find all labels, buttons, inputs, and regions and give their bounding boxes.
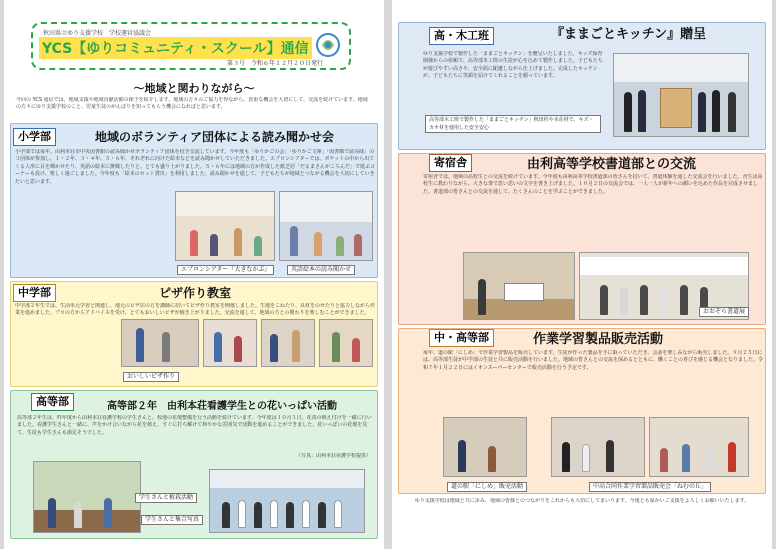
photo-kitchen-presentation <box>613 53 749 137</box>
elementary-tag: 小学部 <box>13 128 56 146</box>
photo-reading-room <box>175 191 275 261</box>
section-elementary <box>10 123 378 278</box>
elementary-heading: 地域のボランティア団体による読み聞かせ会 <box>95 130 335 144</box>
section-dormitory <box>398 153 766 325</box>
photo-planting <box>33 461 141 533</box>
sales-heading: 作業学習製品販売活動 <box>533 332 664 347</box>
footer-text: ゆり支援学校は地域と共に歩み、地域の皆様とのつながりをこれからも大切にしてまいります。今後とも温かいご支援をよろしくお願いいたします。 <box>414 498 750 504</box>
caption-kitchen: 高等部木工班で製作した「ままごとキッチン」秋田杉や本荘材で、キズ・カオ材を使用した安全安心 <box>425 115 601 133</box>
school-logo-icon <box>315 32 341 58</box>
photo-pizza-2 <box>261 319 315 367</box>
section-product-sales <box>398 328 766 494</box>
junior-heading: ピザ作り教室 <box>159 286 232 300</box>
caption-apron-theater: エプロンシアター『大きなかぶ』 <box>177 265 274 275</box>
dorm-body: 寄宿舎では、地域の高校生との交流を続けています。今年度も由利高等学校書道部の皆さんを招いて、書道体験を通した交流会を行いました。舎生は高校生に教わりながら、大きな筆で思い思いの文字を書き上げました。１０月２日の交流会では、一人一人が新年への願いを込めた作品を完成させました。書道部の皆さんとの交流を通して、たくさんのことを学ぶことができました。 <box>423 174 763 195</box>
elementary-body: 小学部では毎年、由利本荘市中央図書館の読み聞かせボランティア団体を招き交流しています。今年度も「ゆりかごの会」「ゆりかご文庫」「図書館で読み隊」の３団体が参加し、１・２年、３・４年、５・６年、それぞれに向けた絵本などを読み聞かせしていただきました。エプロンシアターでは、ポケットの中から出てくる人形に目を輝かせたり、英語の絵本に挑戦したりと、とても盛り上がりました。５・６年には地域の方が作成した紙芝居「だるまさんがころんだ」で遊ぶコーナーも設け、楽しく過ごしました。今年度も「絵本のセット貸出」を利用しました。読み聞かせを通して、子どもたちが地域とつながる機会を大切にしていきたいと思います。 <box>15 149 375 185</box>
junior-body-side <box>15 318 119 358</box>
photo-pizza-1 <box>203 319 257 367</box>
newsletter-title: YCS【ゆりコミュニティ・スクール】通信 <box>39 37 312 59</box>
photo-pizza-large <box>121 319 199 367</box>
issue-date: 第３号 令和６年１２月２０日発行 <box>227 60 324 67</box>
caption-english-reading: 英語絵本の読み聞かせ <box>287 265 355 275</box>
dorm-heading: 由利高等学校書道部との交流 <box>527 157 697 172</box>
high-tag: 高等部 <box>31 393 74 411</box>
junior-tag: 中学部 <box>13 284 56 302</box>
newsletter-header <box>31 22 351 70</box>
section-woodwork <box>398 22 766 150</box>
photo-calligraphy-1 <box>463 252 575 320</box>
newsletter-subtitle: ～地域と関わりながら～ <box>133 82 255 95</box>
photo-sales-3 <box>649 417 749 477</box>
intro-text: 今回の YCS 通信では、地域支援や地域貢献活動の様子を紹介します。地域の方々のご協力を得ながら、貴重な機会を大切にして、交流を続けています。地域の方々にゆり支援学校のこと、児童生徒のがんばりを知ってもらう機会になればと思います。 <box>16 97 368 111</box>
caption-pizza: おいしいピザ作り <box>123 372 179 382</box>
caption-nishime: 道の駅「にしめ」販売活動 <box>447 482 527 492</box>
sales-tag: 中・高等部 <box>429 329 494 347</box>
sales-body: 毎年、道の駅「にしめ」で作業学習製品を販売しています。生徒が作った製品を手に取っていただき、会話を楽しみながら販売しました。９月２５日には、高等部生徒が中学部の生徒と共に販売活動を行いました。地域の皆さんとの交流を深めるとともに、働くことの喜びを感じる機会となりました。令和７年１月２２日にはイオンスーパーセンターで販売活動を行う予定です。 <box>423 350 763 371</box>
high-credit: （写真：由利本荘看護学校提供） <box>295 453 371 459</box>
photo-pizza-3 <box>319 319 373 367</box>
photo-sales-1 <box>443 417 527 477</box>
newsletter-page-left <box>4 0 384 549</box>
caption-nemunooka: 中高合同作業学習製品販売会「ねむの丘」 <box>589 482 711 492</box>
caption-planting: 学生さんと植栽活動 <box>135 493 197 503</box>
woodwork-tag: 高・木工班 <box>429 27 494 45</box>
dorm-tag: 寄宿舎 <box>429 154 472 172</box>
woodwork-heading: 『ままごとキッチン』贈呈 <box>551 27 707 42</box>
photo-english-picture-book <box>279 191 373 261</box>
woodwork-body: ゆり支援学校で製作した「ままごとキッチン」を贈呈いたしました。キッズ保育園様からの依頼で、高等部木工班の生徒が心を込めて製作しました。子どもたちが遊びやすい高さや、安全面に配慮しながら仕上げました。完成したキッチンが、子どもたちに笑顔を届けてくれることを願っています。 <box>423 51 603 80</box>
section-high-school <box>10 390 378 539</box>
caption-calligraphy: おおぞら書道展 <box>699 307 749 317</box>
high-body: 高等部２年生は、昨年度から由利本荘看護学校の学生さんと、校地の花壇整備を行う活動を続けています。今年度は１０月１日、花苗の植え付けを一緒に行いました。看護学生さんと一緒に、声をかけ合いながら花を植え、すぐに打ち解けて和やかな雰囲気で活動を進めることができました。花いっぱいの花壇を見て、生徒も学生さんも満足そうでした。 <box>17 415 372 436</box>
section-junior-high <box>10 281 378 387</box>
high-heading: 高等部２年 由利本荘看護学生との花いっぱい活動 <box>107 401 337 412</box>
newsletter-page-right <box>392 0 772 549</box>
junior-body: 中学部２年生では、生活単元学習と関連し、地元のピザ店の方を講師に招いてピザ作り教室を開催しました。生地をこねたり、具材をのせたりと協力しながら作業を進めました。プロの方からアドバイスを受け、とてもおいしいピザが焼き上がりました。交流を通して、地域の方との関わりを楽しむことができました。 <box>15 303 375 317</box>
caption-group: 学生さんと集合写真 <box>141 515 203 525</box>
photo-sales-2 <box>551 417 645 477</box>
photo-group <box>209 469 365 533</box>
school-name: 秋田県立ゆり支援学校 学校運営協議会 <box>43 30 152 37</box>
